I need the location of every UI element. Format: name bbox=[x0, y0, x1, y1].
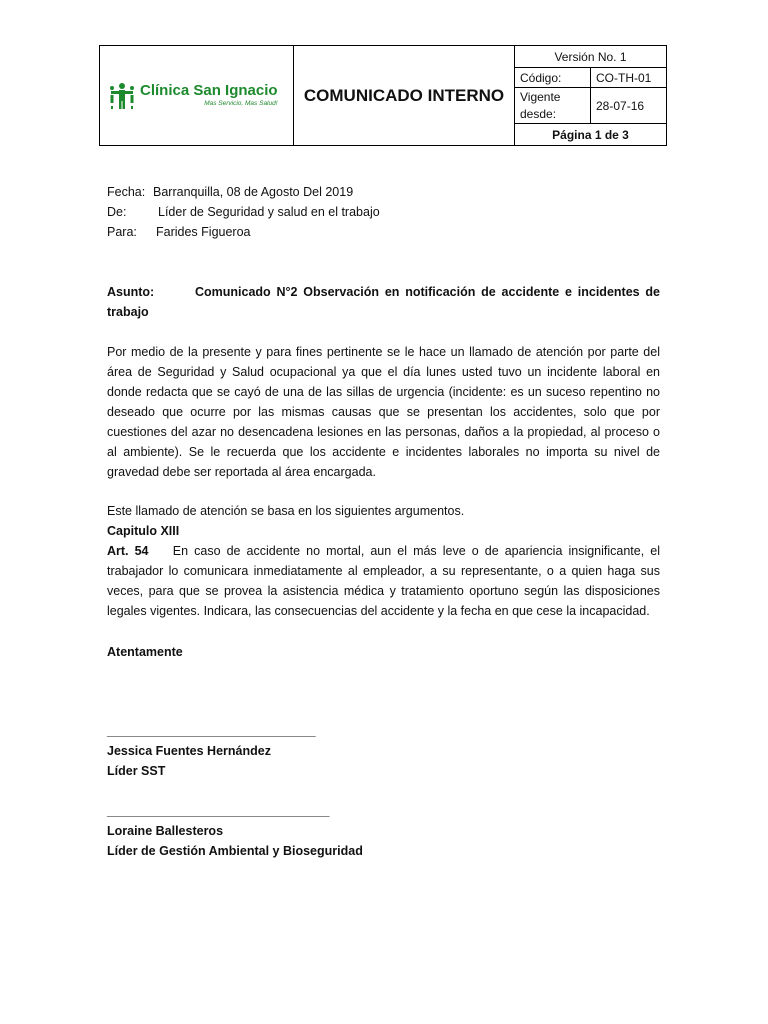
signature-block-2 bbox=[107, 801, 660, 861]
signer-name: Loraine Ballesteros bbox=[107, 824, 224, 838]
vigente-value: 28-07-16 bbox=[591, 88, 667, 124]
article-paragraph bbox=[107, 541, 660, 621]
article-text: En caso de accidente no mortal, aun el más leve o de apariencia insignificante, el trabajador lo comunicara inmediatamente al empleador, a su representante, o a quien haga sus veces, para que se provea la asistencia médica y tratamiento oportuno según las disposiciones legales vigentes. Indicara, las consecuencias del accidente y la fecha en que cese la incapacidad. bbox=[107, 544, 660, 618]
closing: Atentamente bbox=[107, 645, 183, 659]
fecha-row bbox=[107, 182, 660, 202]
codigo-label: Código: bbox=[515, 68, 591, 88]
subject-label: Asunto: bbox=[107, 285, 155, 299]
de-label: De: bbox=[107, 205, 127, 219]
fecha-label: Fecha: bbox=[107, 185, 146, 199]
de-value: Líder de Seguridad y salud en el trabajo bbox=[158, 205, 380, 219]
document-header bbox=[99, 45, 667, 146]
page-number: Página 1 de 3 bbox=[515, 124, 667, 146]
vigente-label-line2: desde: bbox=[520, 106, 557, 121]
signer-name: Jessica Fuentes Hernández bbox=[107, 744, 271, 758]
memo-meta bbox=[107, 182, 660, 242]
para-label: Para: bbox=[107, 225, 137, 239]
subject-block bbox=[107, 282, 660, 322]
signature-block-1 bbox=[107, 721, 660, 781]
de-row bbox=[107, 202, 660, 222]
clinic-figures-icon bbox=[108, 82, 136, 110]
chapter-heading: Capitulo XIII bbox=[107, 524, 180, 538]
vigente-label bbox=[515, 88, 591, 124]
body-paragraph-2: Este llamado de atención se basa en los siguientes argumentos. bbox=[107, 504, 465, 518]
version-cell: Versión No. 1 bbox=[515, 46, 667, 68]
signature-line: ________________________________ bbox=[107, 804, 330, 818]
vigente-label-line1: Vigente bbox=[520, 89, 561, 104]
article-label: Art. 54 bbox=[107, 544, 149, 558]
para-row bbox=[107, 222, 660, 242]
para-value: Farides Figueroa bbox=[156, 225, 251, 239]
subject-line bbox=[107, 282, 660, 302]
codigo-value: CO-TH-01 bbox=[591, 68, 667, 88]
arguments-block bbox=[107, 501, 660, 621]
signer-role: Líder SST bbox=[107, 764, 166, 778]
logo-name: Clínica San Ignacio bbox=[140, 82, 278, 100]
logo-tagline: Mas Servicio, Mas Salud! bbox=[204, 100, 278, 108]
fecha-value: Barranquilla, 08 de Agosto Del 2019 bbox=[153, 185, 354, 199]
document-title: COMUNICADO INTERNO bbox=[294, 46, 515, 146]
logo-cell bbox=[100, 46, 294, 146]
clinic-logo bbox=[100, 46, 293, 145]
subject-text-cont: trabajo bbox=[107, 305, 149, 319]
signer-role: Líder de Gestión Ambiental y Bioseguridad bbox=[107, 844, 363, 858]
subject-text: Comunicado N°2 Observación en notificación de accidente e incidentes de bbox=[195, 285, 660, 299]
signature-line: ______________________________ bbox=[107, 724, 316, 738]
body-paragraph-1: Por medio de la presente y para fines pertinente se le hace un llamado de atención por parte del área de Seguridad y Salud ocupacional ya que el día lunes usted tuvo un incidente laboral en donde redacta que se cayó de una de las sillas de urgencia (incidente: es un suceso repentino no deseado que ocurre por las mismas causas que se presentan los accidentes, solo que por cuestiones del azar no desencadena lesiones en las personas, daños a la propiedad, al proceso o al ambiente). Se le recuerda que los accidente e incidentes laborales no importa su nivel de gravedad debe ser reportada al área encargada. bbox=[107, 345, 660, 479]
